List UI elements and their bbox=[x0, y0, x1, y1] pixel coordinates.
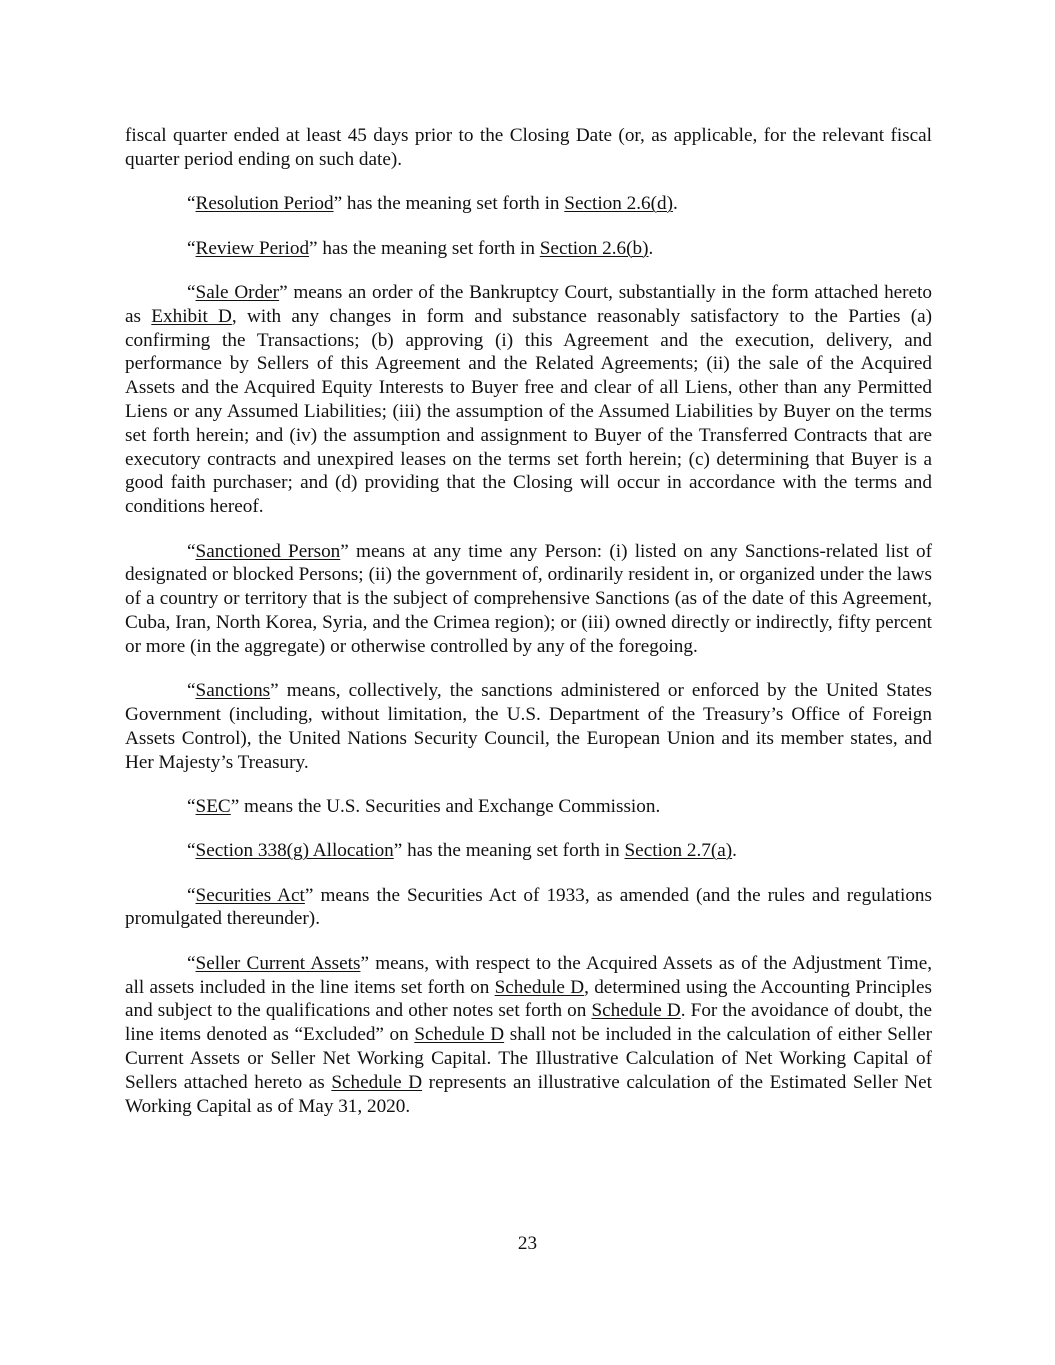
cross-reference: Exhibit D bbox=[151, 305, 232, 327]
cross-reference: Section 2.7(a) bbox=[624, 840, 733, 862]
definition-text: . bbox=[648, 237, 654, 259]
cross-reference: Schedule D bbox=[414, 1024, 505, 1046]
document-page bbox=[125, 124, 932, 1139]
page-number: 23 bbox=[517, 1233, 538, 1254]
definitions-list bbox=[125, 192, 932, 1118]
intro-paragraph: fiscal quarter ended at least 45 days prior to the Closing Date (or, as applicable, for the relevant fiscal quarter period ending on such date). bbox=[125, 125, 932, 170]
definition-paragraph: “SEC” means the U.S. Securities and Exchange Commission. bbox=[187, 795, 661, 817]
definition-text: . bbox=[732, 840, 737, 862]
defined-term: Section 338(g) Allocation bbox=[195, 840, 394, 862]
defined-term: Securities Act bbox=[195, 884, 305, 906]
defined-term: SEC bbox=[195, 795, 231, 817]
definition-text: ” has the meaning set forth in bbox=[393, 840, 625, 862]
definition-text: . bbox=[673, 193, 678, 215]
definition-text: ” means an order of the Bankruptcy Court, substantially in the form attached hereto as bbox=[125, 281, 933, 327]
definition-text: . For the avoidance of doubt, the line items denoted as “Excluded” on bbox=[125, 1000, 932, 1046]
definition-text: ” means, with respect to the Acquired Assets as of the Adjustment Time, all assets included in the line items set forth on bbox=[125, 952, 933, 998]
defined-term: Sanctioned Person bbox=[195, 540, 341, 562]
defined-term: Sale Order bbox=[195, 281, 280, 303]
definition-paragraph: “Sale Order” means an order of the Bankruptcy Court, substantially in the form attached hereto as Exhibit D, with any changes in form and substance reasonably satisfactory to the Parties (a) confirming the Transactions; (b) approving (i) this Agreement and the execution, delivery, and performance by Sellers of this Agreement and the Related Agreements; (ii) the sale of the Acquired Assets and the Acquired Equity Interests to Buyer free and clear of all Liens, other than any Permitted Liens or any Assumed Liabilities; (iii) the assumption of the Assumed Liabilities by Buyer on the terms set forth herein; and (iv) the assumption and assignment to Buyer of the Transferred Contracts that are executory contracts and unexpired leases on the terms set forth herein; (c) determining that Buyer is a good faith purchaser; and (d) providing that the Closing will occur in accordance with the terms and conditions hereof. bbox=[125, 281, 933, 518]
definition-text: , determined using the Accounting Principles and subject to the qualifications and other notes set forth on bbox=[125, 976, 932, 1022]
defined-term: Resolution Period bbox=[195, 193, 334, 215]
definition-paragraph: “Seller Current Assets” means, with respect to the Acquired Assets as of the Adjustment Time, all assets included in the line items set forth on Schedule D, determined using the Accounting Principles and subject to the qualifications and other notes set forth on Schedule D. For the avoidance of doubt, the line items denoted as “Excluded” on Schedule D shall not be included in the calculation of either Seller Current Assets or Seller Net Working Capital. The Illustrative Calculation of Net Working Capital of Sellers attached hereto as Schedule D represents an illustrative calculation of the Estimated Seller Net Working Capital as of May 31, 2020. bbox=[125, 952, 933, 1117]
definition-paragraph: “Review Period” has the meaning set forth in Section 2.6(b). bbox=[187, 237, 654, 259]
defined-term: Review Period bbox=[195, 237, 310, 259]
definition-text: shall not be included in the calculation of either Seller Current Assets or Seller Net Working Capital. The Illustrative Calculation of Net Working Capital of Sellers attached hereto as bbox=[125, 1024, 932, 1093]
definition-paragraph: “Sanctioned Person” means at any time any Person: (i) listed on any Sanctions-related list of designated or blocked Persons; (ii) the government of, ordinarily resident in, or organized under the laws of a country or territory that is the subject of comprehensive Sanctions (as of the date of this Agreement, Cuba, Iran, North Korea, Syria, and the Crimea region); or (iii) owned directly or indirectly, fifty percent or more (in the aggregate) or otherwise controlled by any of the foregoing. bbox=[125, 540, 932, 657]
definition-text: represents an illustrative calculation of the Estimated Seller Net Working Capital as of May 31, 2020. bbox=[125, 1071, 932, 1117]
definition-paragraph: “Sanctions” means, collectively, the sanctions administered or enforced by the United States Government (including, without limitation, the U.S. Department of the Treasury’s Office of Foreign Assets Control), the United Nations Security Council, the European Union and its member states, and Her Majesty’s Treasury. bbox=[125, 680, 932, 773]
cross-reference: Schedule D bbox=[331, 1071, 423, 1093]
definition-text: ” means the U.S. Securities and Exchange Commission. bbox=[230, 795, 661, 817]
cross-reference: Section 2.6(b) bbox=[539, 237, 649, 259]
definition-paragraph: “Resolution Period” has the meaning set forth in Section 2.6(d). bbox=[187, 193, 678, 215]
cross-reference: Schedule D bbox=[494, 976, 585, 998]
definition-text: ” means the Securities Act of 1933, as amended (and the rules and regulations promulgated thereunder). bbox=[125, 884, 932, 930]
definition-text: , with any changes in form and substance reasonably satisfactory to the Parties (a) confirming the Transactions; (b) approving (i) this Agreement and the execution, delivery, and performance by Sellers of this Agreement and the Related Agreements; (ii) the sale of the Acquired Assets and the Acquired Equity Interests to Buyer free and clear of all Liens, other than any Permitted Liens or any Assumed Liabilities; (iii) the assumption of the Assumed Liabilities by Buyer on the terms set forth herein; and (iv) the assumption and assignment to Buyer of the Transferred Contracts that are executory contracts and unexpired leases on the terms set forth herein; (c) determining that Buyer is a good faith purchaser; and (d) providing that the Closing will occur in accordance with the terms and conditions hereof. bbox=[125, 305, 933, 518]
cross-reference: Schedule D bbox=[591, 1000, 681, 1022]
definition-text: ” means at any time any Person: (i) listed on any Sanctions-related list of designated or blocked Persons; (ii) the government of, ordinarily resident in, or organized under the laws of a country or territory that is the subject of comprehensive Sanctions (as of the date of this Agreement, Cuba, Iran, North Korea, Syria, and the Crimea region); or (iii) owned directly or indirectly, fifty percent or more (in the aggregate) or otherwise controlled by any of the foregoing. bbox=[125, 540, 932, 657]
definition-paragraph: “Securities Act” means the Securities Act of 1933, as amended (and the rules and regulations promulgated thereunder). bbox=[125, 884, 932, 930]
defined-term: Seller Current Assets bbox=[195, 952, 361, 974]
defined-term: Sanctions bbox=[195, 680, 271, 702]
definition-text: ” has the meaning set forth in bbox=[333, 193, 565, 215]
cross-reference: Section 2.6(d) bbox=[564, 193, 674, 215]
definition-paragraph: “Section 338(g) Allocation” has the meaning set forth in Section 2.7(a). bbox=[187, 840, 737, 862]
definition-text: ” means, collectively, the sanctions administered or enforced by the United States Government (including, without limitation, the U.S. Department of the Treasury’s Office of Foreign Assets Control), the United Nations Security Council, the European Union and its member states, and Her Majesty’s Treasury. bbox=[125, 680, 932, 773]
definition-text: ” has the meaning set forth in bbox=[309, 237, 540, 259]
